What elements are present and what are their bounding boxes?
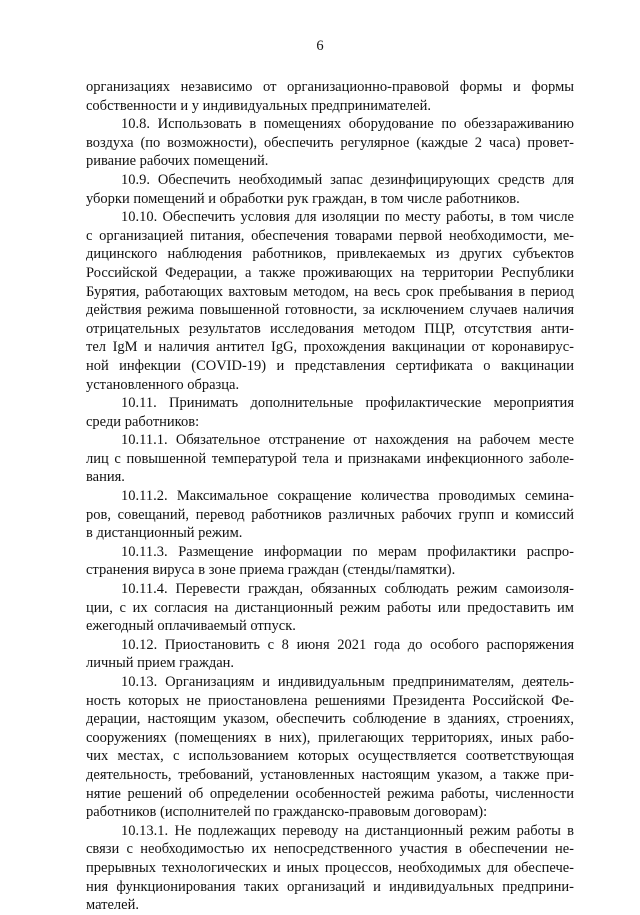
text-line: 10.11.4. Перевести граждан, обязанных соблюдать режим самоизоля- [121, 581, 574, 598]
text-line: действия режима повышенной готовности, за исключением случаев наличия [86, 302, 574, 319]
text-line: среди работников: [86, 413, 200, 430]
text-line: личный прием граждан. [86, 655, 235, 672]
text-line: нятие решений об определении особенностей режима работы, численности [86, 785, 574, 802]
text-line: с организацией питания, обеспечения товарами первой необходимости, ме- [86, 227, 574, 244]
text-line: установленного образца. [86, 376, 240, 393]
text-line: 10.9. Обеспечить необходимый запас дезинфицирующих средств для [121, 171, 574, 188]
text-line: сооружениях (помещениях в них), прилегающих территориях, иных рабо- [86, 729, 574, 746]
text-line: чих местах, с использованием которых осуществляется соответствующая [86, 748, 574, 765]
text-line: деятельность, требований, установленных настоящим указом, а также при- [86, 766, 574, 783]
text-line: 10.8. Использовать в помещениях оборудование по обеззараживанию [121, 116, 574, 133]
text-line: собственности и у индивидуальных предпринимателей. [86, 97, 431, 114]
text-line: 10.12. Приостановить с 8 июня 2021 года до особого распоряжения [121, 636, 574, 653]
text-line: Российской Федерации, а также проживающих на территории Республики [86, 264, 574, 281]
text-line: отрицательных результатов исследования методом ПЦР, отсутствия анти- [86, 320, 574, 337]
text-line: дерации, настоящим указом, обеспечить соблюдение в зданиях, строениях, [86, 711, 574, 728]
text-line: работников (исполнителей по гражданско-правовым договорам): [86, 804, 488, 821]
document-body [86, 78, 574, 915]
text-line: вания. [86, 469, 125, 486]
text-line: уборки помещений и обработки рук граждан, в том числе работников. [86, 190, 520, 207]
text-line: 10.13. Организациям и индивидуальным предпринимателям, деятель- [121, 674, 574, 690]
text-line: 10.10. Обеспечить условия для изоляции по месту работы, в том числе [121, 209, 574, 226]
text-line: связи с необходимостью их непосредственного участия в обеспечении не- [86, 841, 574, 858]
text-line: ривание рабочих помещений. [86, 153, 269, 170]
text-line: ежегодный оплачиваемый отпуск. [86, 618, 296, 635]
text-line: ния функционирования таких организаций и индивидуальных предприни- [86, 878, 574, 895]
text-line: 10.11.3. Размещение информации по мерам профилактики распро- [121, 543, 574, 560]
text-line: ции, с их согласия на дистанционный режим работы или предоставить им [86, 599, 574, 616]
text-line: Бурятия, работающих вахтовым методом, на весь срок пребывания в период [86, 283, 574, 300]
text-line: дицинского наблюдения работников, привлекаемых из других субъектов [86, 246, 574, 263]
text-line: организациях независимо от организационно-правовой формы и формы [86, 79, 574, 95]
text-line: 10.11.1. Обязательное отстранение от нахождения на рабочем месте [121, 432, 574, 449]
text-line: 10.11. Принимать дополнительные профилактические мероприятия [121, 395, 574, 412]
text-line: ров, совещаний, перевод работников различных рабочих групп и комиссий [86, 506, 574, 523]
page-number: 6 [316, 38, 324, 54]
text-line: воздуха (по возможности), обеспечить регулярное (каждые 2 часа) провет- [86, 134, 574, 151]
text-line: странения вируса в зоне приема граждан (стенды/памятки). [86, 562, 456, 579]
text-line: мателей. [86, 897, 139, 914]
text-line: 10.11.2. Максимальное сокращение количества проводимых семина- [121, 488, 574, 505]
text-line: ной инфекции (COVID-19) и представления сертификата о вакцинации [86, 357, 574, 374]
text-line: 10.13.1. Не подлежащих переводу на дистанционный режим работы в [121, 822, 574, 839]
text-line: ность которых не приостановлена решениями Президента Российской Фе- [86, 692, 574, 709]
text-line: прерывных технологических и иных процессов, необходимых для обеспече- [86, 859, 574, 876]
text-line: тел IgM и наличия антител IgG, прохождения вакцинации от коронавирус- [86, 339, 574, 356]
text-line: лиц с повышенной температурой тела и признаками инфекционного заболе- [86, 450, 574, 467]
text-line: в дистанционный режим. [86, 525, 243, 542]
